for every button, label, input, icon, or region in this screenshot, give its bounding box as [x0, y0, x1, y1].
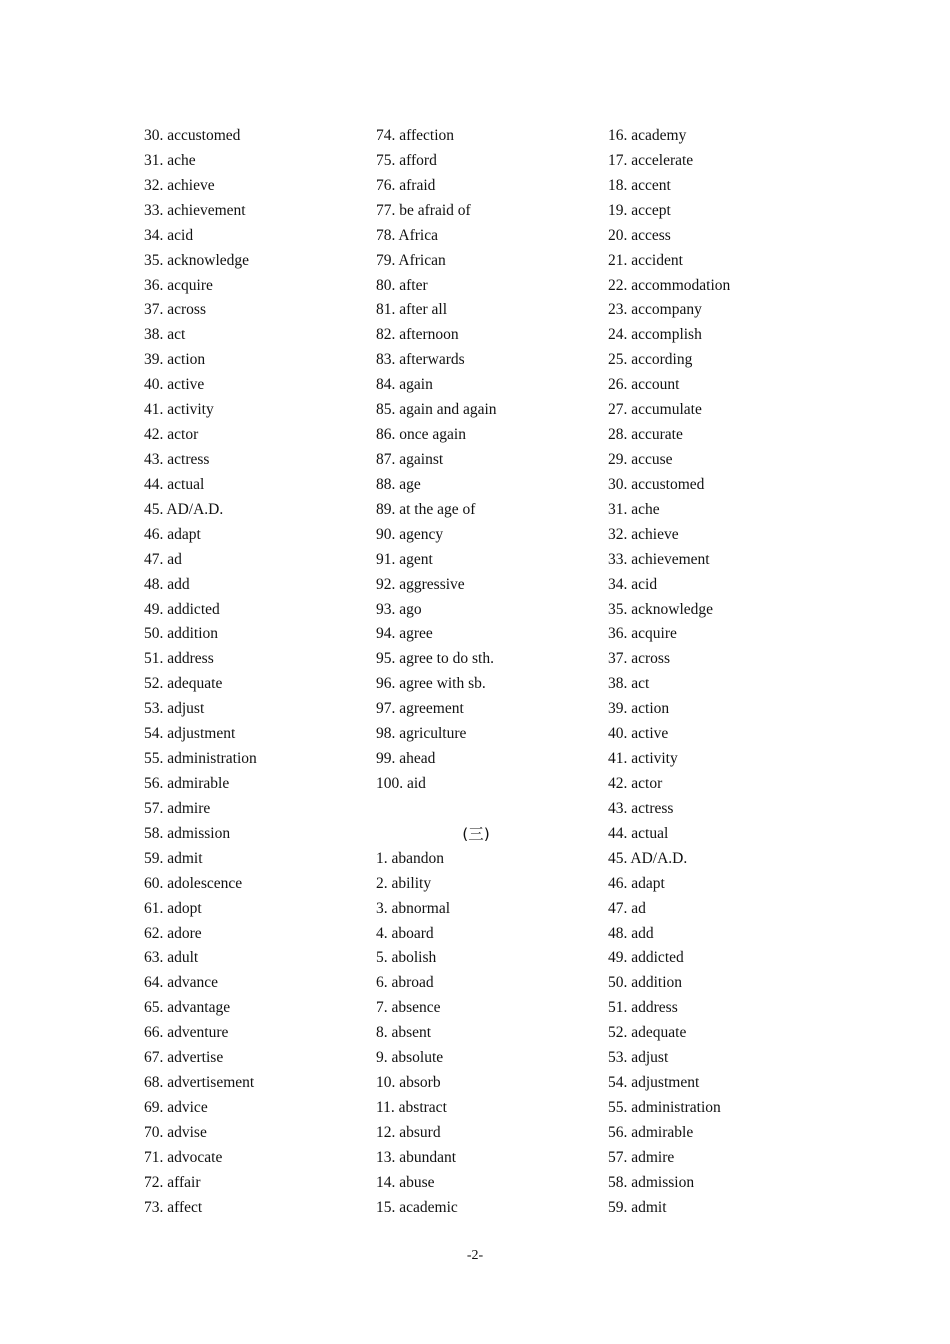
word-entry: 90. agency — [376, 525, 444, 543]
word-entry: 15. academic — [376, 1198, 458, 1216]
word-entry: 65. advantage — [144, 999, 231, 1017]
word-entry: 14. abuse — [376, 1173, 435, 1191]
word-entry: 83. afterwards — [376, 351, 465, 369]
word-entry: 81. after all — [376, 301, 448, 319]
word-entry: 95. agree to do sth. — [376, 650, 494, 668]
word-entry: 11. abstract — [376, 1098, 447, 1116]
word-entry: 75. afford — [376, 151, 437, 169]
word-entry: 30. accustomed — [608, 475, 705, 493]
word-entry: 47. ad — [144, 550, 182, 568]
word-entry: 46. adapt — [144, 525, 201, 543]
word-entry: 50. addition — [608, 974, 683, 992]
word-entry: 87. against — [376, 450, 444, 468]
word-entry: 61. adopt — [144, 899, 202, 917]
word-entry: 32. achieve — [608, 525, 679, 543]
word-entry: 78. Africa — [376, 226, 438, 244]
word-entry: 8. absent — [376, 1024, 432, 1042]
word-entry: 85. again and again — [376, 401, 497, 419]
word-entry: 41. activity — [608, 750, 678, 768]
word-entry: 92. aggressive — [376, 575, 465, 593]
word-entry: 69. advice — [144, 1098, 208, 1116]
word-entry: 48. add — [608, 924, 654, 942]
word-entry: 36. acquire — [608, 625, 677, 643]
word-entry: 21. accident — [608, 251, 683, 269]
word-entry: 74. affection — [376, 127, 455, 144]
word-entry: 33. achievement — [608, 550, 710, 568]
spacer — [376, 797, 606, 822]
word-entry: 22. accommodation — [608, 276, 731, 294]
word-entry: 100. aid — [376, 774, 426, 792]
word-entry: 28. accurate — [608, 426, 683, 444]
word-entry: 55. administration — [608, 1098, 721, 1116]
word-entry: 12. absurd — [376, 1123, 441, 1141]
word-entry: 76. afraid — [376, 176, 436, 194]
word-entry: 49. addicted — [144, 600, 220, 618]
word-list-top — [376, 124, 606, 797]
word-entry: 70. advise — [144, 1123, 207, 1141]
word-entry: 38. act — [608, 675, 650, 693]
word-entry: 35. acknowledge — [144, 251, 250, 269]
word-entry: 52. adequate — [608, 1024, 687, 1042]
word-list-bottom — [376, 847, 606, 1221]
word-entry: 79. African — [376, 251, 446, 269]
word-entry: 44. actual — [144, 475, 205, 493]
word-entry: 26. account — [608, 376, 680, 394]
word-entry: 47. ad — [608, 899, 646, 917]
word-entry: 23. accompany — [608, 301, 702, 319]
word-entry: 68. advertisement — [144, 1074, 255, 1092]
word-entry: 42. actor — [608, 774, 663, 792]
word-entry: 43. actress — [144, 450, 210, 468]
word-entry: 97. agreement — [376, 700, 464, 718]
word-entry: 42. actor — [144, 426, 199, 444]
word-entry: 62. adore — [144, 924, 202, 942]
word-entry: 1. abandon — [376, 849, 445, 867]
word-entry: 34. acid — [608, 575, 658, 593]
word-entry: 57. admire — [144, 799, 211, 817]
word-entry: 33. achievement — [144, 201, 246, 219]
word-entry: 44. actual — [608, 824, 669, 842]
page-number: -2- — [466, 1248, 484, 1263]
word-entry: 53. adjust — [608, 1049, 669, 1067]
word-entry: 51. address — [144, 650, 214, 668]
word-entry: 24. accomplish — [608, 326, 702, 344]
word-entry: 9. absolute — [376, 1049, 444, 1067]
word-entry: 31. ache — [608, 500, 660, 518]
word-column-1 — [144, 124, 374, 1221]
word-entry: 20. access — [608, 226, 671, 244]
word-entry: 39. action — [608, 700, 670, 718]
word-entry: 34. acid — [144, 226, 194, 244]
word-entry: 38. act — [144, 326, 186, 344]
word-entry: 45. AD/A.D. — [608, 849, 688, 867]
word-entry: 31. ache — [144, 151, 196, 169]
word-entry: 77. be afraid of — [376, 201, 471, 219]
word-entry: 60. adolescence — [144, 874, 243, 892]
word-entry: 49. addicted — [608, 949, 684, 967]
word-entry: 96. agree with sb. — [376, 675, 486, 693]
word-entry: 30. accustomed — [144, 127, 241, 144]
word-entry: 10. absorb — [376, 1074, 441, 1092]
word-entry: 56. admirable — [608, 1123, 694, 1141]
word-entry: 93. ago — [376, 600, 422, 618]
word-entry: 59. admit — [144, 849, 203, 867]
word-entry: 71. advocate — [144, 1148, 223, 1166]
word-entry: 40. active — [144, 376, 205, 394]
word-entry: 80. after — [376, 276, 428, 294]
word-entry: 48. add — [144, 575, 190, 593]
word-column-3 — [608, 124, 838, 1221]
word-entry: 17. accelerate — [608, 151, 694, 169]
word-entry: 94. agree — [376, 625, 433, 643]
word-entry: 84. again — [376, 376, 433, 394]
word-entry: 99. ahead — [376, 750, 436, 768]
word-entry: 58. admission — [608, 1173, 695, 1191]
word-entry: 51. address — [608, 999, 678, 1017]
word-entry: 53. adjust — [144, 700, 205, 718]
word-entry: 32. achieve — [144, 176, 215, 194]
word-entry: 82. afternoon — [376, 326, 459, 344]
word-entry: 58. admission — [144, 824, 231, 842]
word-entry: 55. administration — [144, 750, 257, 768]
word-entry: 16. academy — [608, 127, 687, 144]
word-entry: 29. accuse — [608, 450, 673, 468]
word-entry: 27. accumulate — [608, 401, 702, 419]
word-entry: 19. accept — [608, 201, 671, 219]
word-entry: 50. addition — [144, 625, 219, 643]
word-entry: 40. active — [608, 725, 669, 743]
word-column-2 — [376, 124, 606, 1221]
word-entry: 37. across — [144, 301, 206, 319]
word-entry: 86. once again — [376, 426, 466, 444]
word-entry: 6. abroad — [376, 974, 434, 992]
word-entry: 3. abnormal — [376, 899, 451, 917]
word-entry: 41. activity — [144, 401, 214, 419]
word-entry: 72. affair — [144, 1173, 201, 1191]
word-entry: 18. accent — [608, 176, 671, 194]
word-entry: 57. admire — [608, 1148, 675, 1166]
word-entry: 59. admit — [608, 1198, 667, 1216]
word-entry: 25. according — [608, 351, 693, 369]
word-entry: 89. at the age of — [376, 500, 476, 518]
word-entry: 2. ability — [376, 874, 432, 892]
word-entry: 63. adult — [144, 949, 199, 967]
word-entry: 13. abundant — [376, 1148, 457, 1166]
word-entry: 5. abolish — [376, 949, 437, 967]
word-entry: 64. advance — [144, 974, 219, 992]
word-entry: 36. acquire — [144, 276, 213, 294]
word-entry: 98. agriculture — [376, 725, 467, 743]
word-entry: 52. adequate — [144, 675, 223, 693]
word-entry: 54. adjustment — [144, 725, 236, 743]
word-entry: 67. advertise — [144, 1049, 224, 1067]
word-entry: 35. acknowledge — [608, 600, 714, 618]
word-entry: 7. absence — [376, 999, 441, 1017]
word-entry: 46. adapt — [608, 874, 665, 892]
word-entry: 39. action — [144, 351, 206, 369]
word-entry: 37. across — [608, 650, 670, 668]
word-entry: 91. agent — [376, 550, 433, 568]
word-entry: 43. actress — [608, 799, 674, 817]
word-entry: 66. adventure — [144, 1024, 229, 1042]
word-entry: 56. admirable — [144, 774, 230, 792]
word-entry: 73. affect — [144, 1198, 203, 1216]
word-entry: 45. AD/A.D. — [144, 500, 224, 518]
word-entry: 54. adjustment — [608, 1074, 700, 1092]
word-entry: 4. aboard — [376, 924, 434, 942]
word-entry: 88. age — [376, 475, 421, 493]
section-heading: (三) — [462, 824, 490, 843]
